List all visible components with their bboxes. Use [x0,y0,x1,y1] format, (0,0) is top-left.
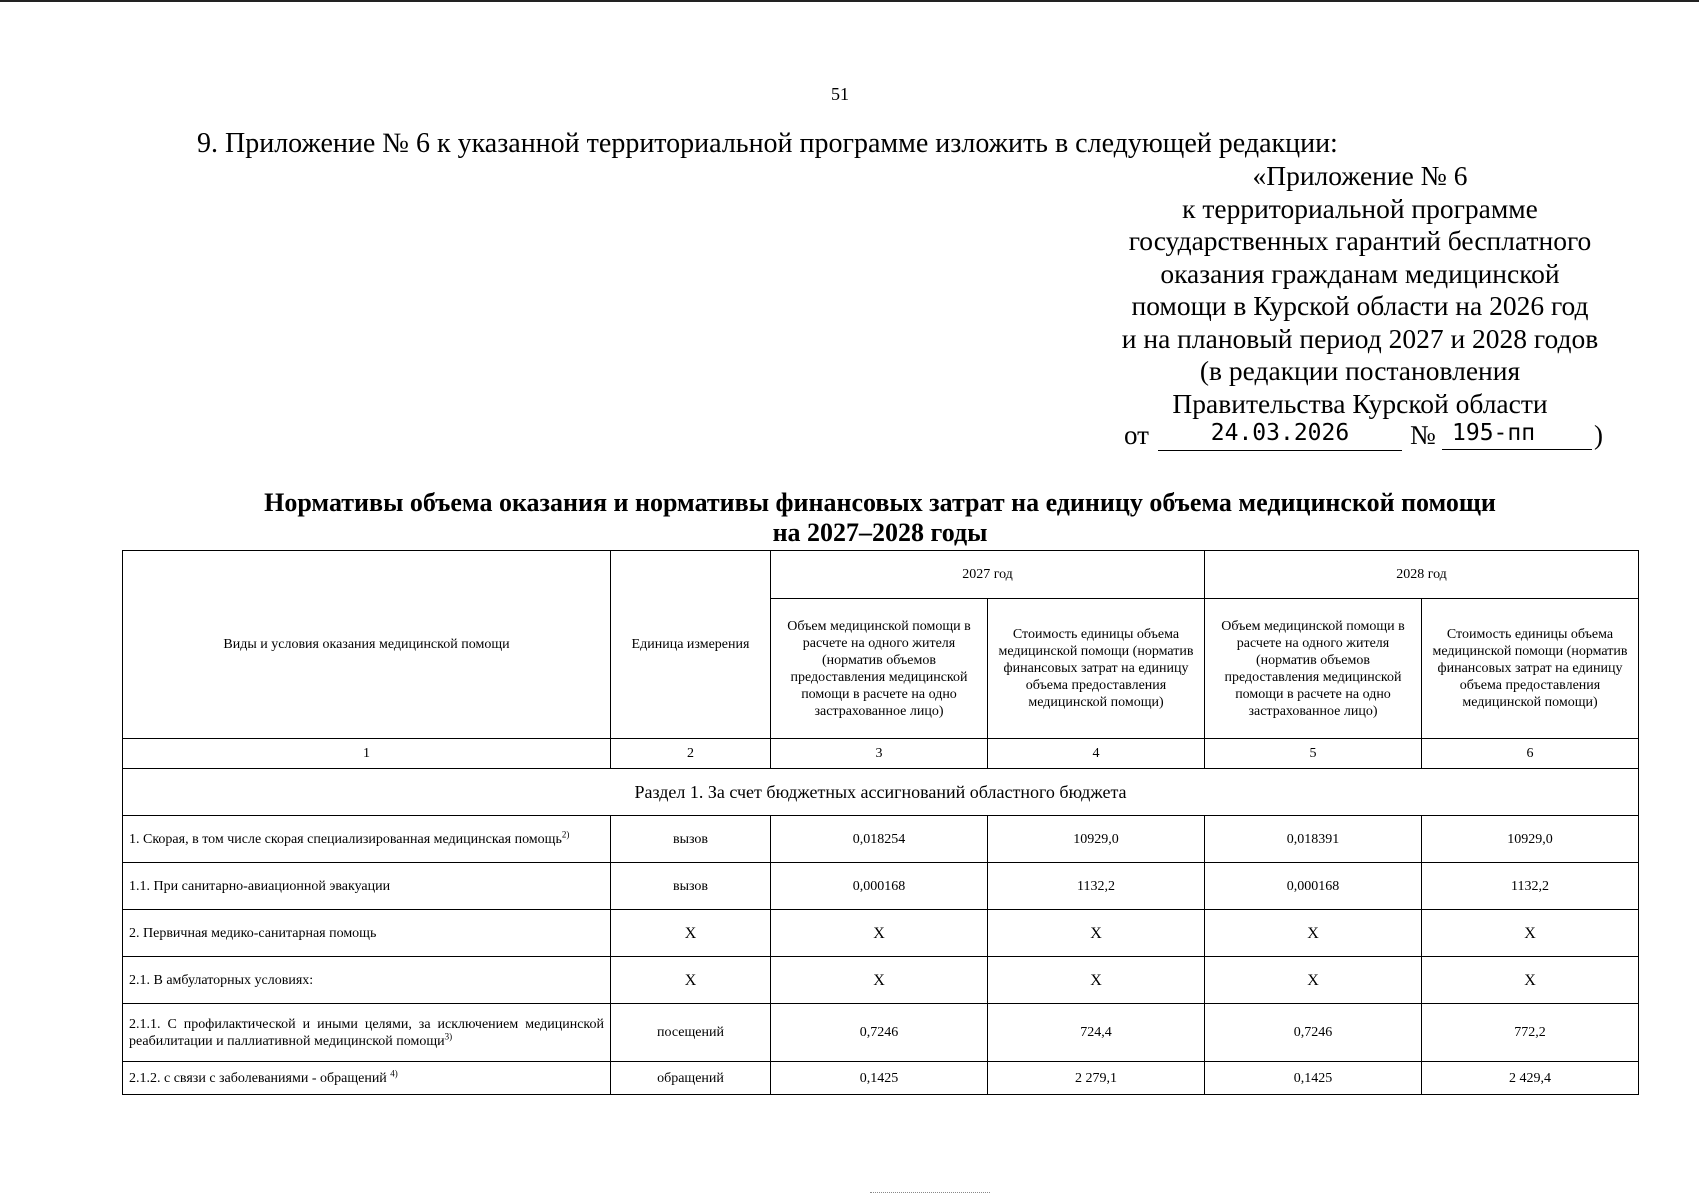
appendix-line: и на плановый период 2027 и 2028 годов [1121,322,1599,354]
table-row [123,1004,1639,1062]
appendix-heading [1080,160,1640,420]
header-types: Виды и условия оказания медицинской помощи [123,551,611,739]
row-cost-2028: 10929,0 [1422,816,1639,863]
table-row [123,910,1639,957]
row-volume-2027: 0,1425 [771,1062,988,1095]
table-row [123,863,1639,910]
row-unit: обращений [611,1062,771,1095]
appendix-line: помощи в Курской области на 2026 год [1131,290,1589,321]
header-volume-2027: Объем медицинской помощи в расчете на одного жителя (норматив объемов предоставления медицинской помощи в расчете на одно застрахованное лицо) [771,599,988,739]
row-volume-2028: 0,7246 [1205,1004,1422,1062]
scan-artifact [870,1192,990,1195]
document-title [0,488,1699,548]
row-cost-2028: 1132,2 [1422,863,1639,910]
row-volume-2027: X [771,910,988,957]
appendix-line: (в редакции постановления [1199,355,1521,386]
closing-parenthesis: ) [1594,420,1603,450]
section-1-title: Раздел 1. За счет бюджетных ассигнований областного бюджета [123,769,1639,816]
from-label: от [1124,420,1149,450]
header-year-2027: 2027 год [771,551,1205,599]
row-unit: X [611,910,771,957]
row-cost-2027: 1132,2 [988,863,1205,910]
row-cost-2027: X [988,910,1205,957]
page-number: 51 [831,84,849,104]
row-cost-2028: X [1422,957,1639,1004]
column-number: 3 [771,739,988,769]
row-name [123,863,611,910]
table-row [123,957,1639,1004]
row-volume-2028: 0,1425 [1205,1062,1422,1095]
row-cost-2027: 724,4 [988,1004,1205,1062]
page-top-border [0,0,1699,2]
section-row [123,769,1639,816]
header-cost-2027: Стоимость единицы объема медицинской помощи (норматив финансовых затрат на единицу объема предоставления медицинской помощи) [988,599,1205,739]
table-row [123,1062,1639,1095]
row-name-text: 2. Первичная медико-санитарная помощь [129,925,377,941]
footnote-ref: 2) [561,828,570,839]
row-unit: вызов [611,863,771,910]
footnote-ref: 4) [390,1067,398,1078]
row-volume-2027: 0,000168 [771,863,988,910]
column-number: 1 [123,739,611,769]
header-volume-2028: Объем медицинской помощи в расчете на одного жителя (норматив объемов предоставления медицинской помощи в расчете на одно застрахованное лицо) [1205,599,1422,739]
row-cost-2028: X [1422,910,1639,957]
row-cost-2028: 772,2 [1422,1004,1639,1062]
appendix-line: государственных гарантий бесплатного [1128,225,1592,256]
row-name [123,816,611,863]
header-year-2028: 2028 год [1205,551,1639,599]
column-number: 4 [988,739,1205,769]
row-volume-2027: 0,7246 [771,1004,988,1062]
row-cost-2027: 2 279,1 [988,1062,1205,1095]
header-cost-2028: Стоимость единицы объема медицинской помощи (норматив финансовых затрат на единицу объема предоставления медицинской помощи) [1422,599,1639,739]
norms-table [122,550,1639,1095]
column-number: 5 [1205,739,1422,769]
header-row [123,551,1639,599]
row-name [123,1062,611,1095]
row-volume-2028: X [1205,910,1422,957]
appendix-line: Правительства Курской области [1172,387,1548,419]
table-row [123,816,1639,863]
row-name-text: 2.1. В амбулаторных условиях: [129,972,314,988]
decree-date: 24.03.2026 [1158,418,1402,451]
row-unit: X [611,957,771,1004]
footnote-ref: 3) [444,1030,453,1041]
row-name-text: 1.1. При санитарно-авиационной эвакуации [129,878,391,894]
title-line-2: на 2027–2028 годы [772,518,988,547]
appendix-line: к территориальной программе [1182,192,1538,224]
appendix-line: оказания гражданам медицинской [1160,257,1560,289]
row-unit: посещений [611,1004,771,1062]
row-volume-2028: X [1205,957,1422,1004]
header-unit: Единица измерения [611,551,771,739]
column-number-row [123,739,1639,769]
title-line-1: Нормативы объема оказания и нормативы финансовых затрат на единицу объема медицинской помощи [264,488,1496,517]
column-number: 6 [1422,739,1639,769]
row-name [123,1004,611,1062]
row-name [123,910,611,957]
row-name [123,957,611,1004]
appendix-line: «Приложение № 6 [1252,160,1468,191]
number-label: № [1410,420,1436,450]
row-unit: вызов [611,816,771,863]
row-cost-2027: 10929,0 [988,816,1205,863]
column-number: 2 [611,739,771,769]
row-volume-2028: 0,018391 [1205,816,1422,863]
decree-number: 195-пп [1442,418,1592,450]
row-name-text: 1. Скорая, в том числе скорая специализированная медицинская помощь [129,831,562,847]
row-volume-2027: 0,018254 [771,816,988,863]
row-volume-2027: X [771,957,988,1004]
row-cost-2028: 2 429,4 [1422,1062,1639,1095]
intro-paragraph: 9. Приложение № 6 к указанной территориальной программе изложить в следующей редакции: [197,128,1338,159]
row-cost-2027: X [988,957,1205,1004]
row-volume-2028: 0,000168 [1205,863,1422,910]
row-name-text: 2.1.1. С профилактической и иными целями, за исключением медицинской реабилитации и паллиативной медицинской помощи [129,1016,604,1049]
row-name-text: 2.1.2. с связи с заболеваниями - обращений [129,1070,387,1086]
